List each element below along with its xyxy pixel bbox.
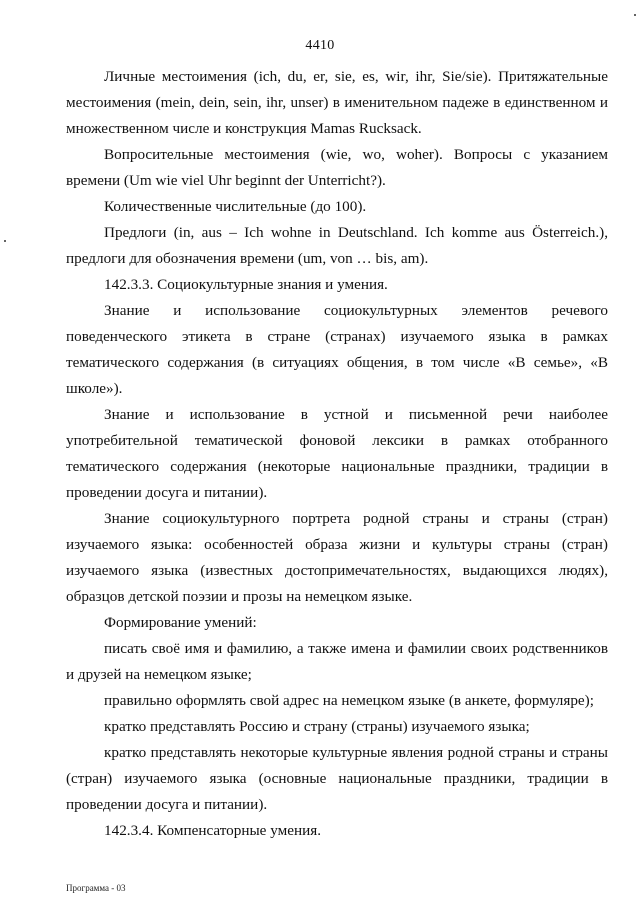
paragraph-etiquette: Знание и использование социокультурных элементов речевого поведенческого этикета в стране (странах) изучаемого языка в рамках тематического содержания (в ситуациях общения, в том числе «В семье», «В школе»). [66, 302, 608, 397]
skill-item-present-russia: кратко представлять Россию и страну (страны) изучаемого языка; [104, 718, 530, 735]
paragraph-interrogative-pronouns: Вопросительные местоимения (wie, wo, woher). Вопросы с указанием времени (Um wie viel Uhr beginnt der Unterricht?). [66, 146, 608, 189]
document-body [66, 64, 608, 844]
paragraph-sociocultural-portrait: Знание социокультурного портрета родной страны и страны (стран) изучаемого языка: особенностей образа жизни и культуры страны (стран) изучаемого языка (известных достопримечательностях, выдающихся людях), образцов детской поэзии и прозы на немецком языке. [66, 510, 608, 605]
paragraph-personal-pronouns: Личные местоимения (ich, du, er, sie, es, wir, ihr, Sie/sie). Притяжательные местоимения (mein, dein, sein, ihr, unser) в именительном падеже в единственном и множественном числе и конструкция Mamas Rucksack. [66, 68, 608, 137]
paragraph-background-vocabulary: Знание и использование в устной и письменной речи наиболее употребительной тематической фоновой лексики в рамках отобранного тематического содержания (некоторые национальные праздники, традиции в проведении досуга и питании). [66, 406, 608, 501]
skill-item-write-name: писать своё имя и фамилию, а также имена и фамилии своих родственников и друзей на немецком языке; [66, 640, 608, 683]
page-footer: Программа - 03 [66, 883, 126, 893]
skill-item-address: правильно оформлять свой адрес на немецком языке (в анкете, формуляре); [104, 692, 594, 709]
skill-item-cultural-phenomena: кратко представлять некоторые культурные явления родной страны и страны (стран) изучаемого языка (основные национальные праздники, традиции в проведении досуга и питании). [66, 744, 608, 813]
scan-speck [4, 240, 6, 242]
scan-speck [634, 14, 636, 16]
paragraph-prepositions: Предлоги (in, aus – Ich wohne in Deutschland. Ich komme aus Österreich.), предлоги для обозначения времени (um, von … bis, am). [66, 224, 608, 267]
section-heading-sociocultural: 142.3.3. Социокультурные знания и умения. [104, 276, 388, 293]
section-heading-compensatory: 142.3.4. Компенсаторные умения. [104, 822, 321, 839]
page-number: 4410 [305, 38, 335, 53]
paragraph-cardinal-numbers: Количественные числительные (до 100). [104, 198, 367, 215]
paragraph-skills-heading: Формирование умений: [104, 614, 257, 631]
